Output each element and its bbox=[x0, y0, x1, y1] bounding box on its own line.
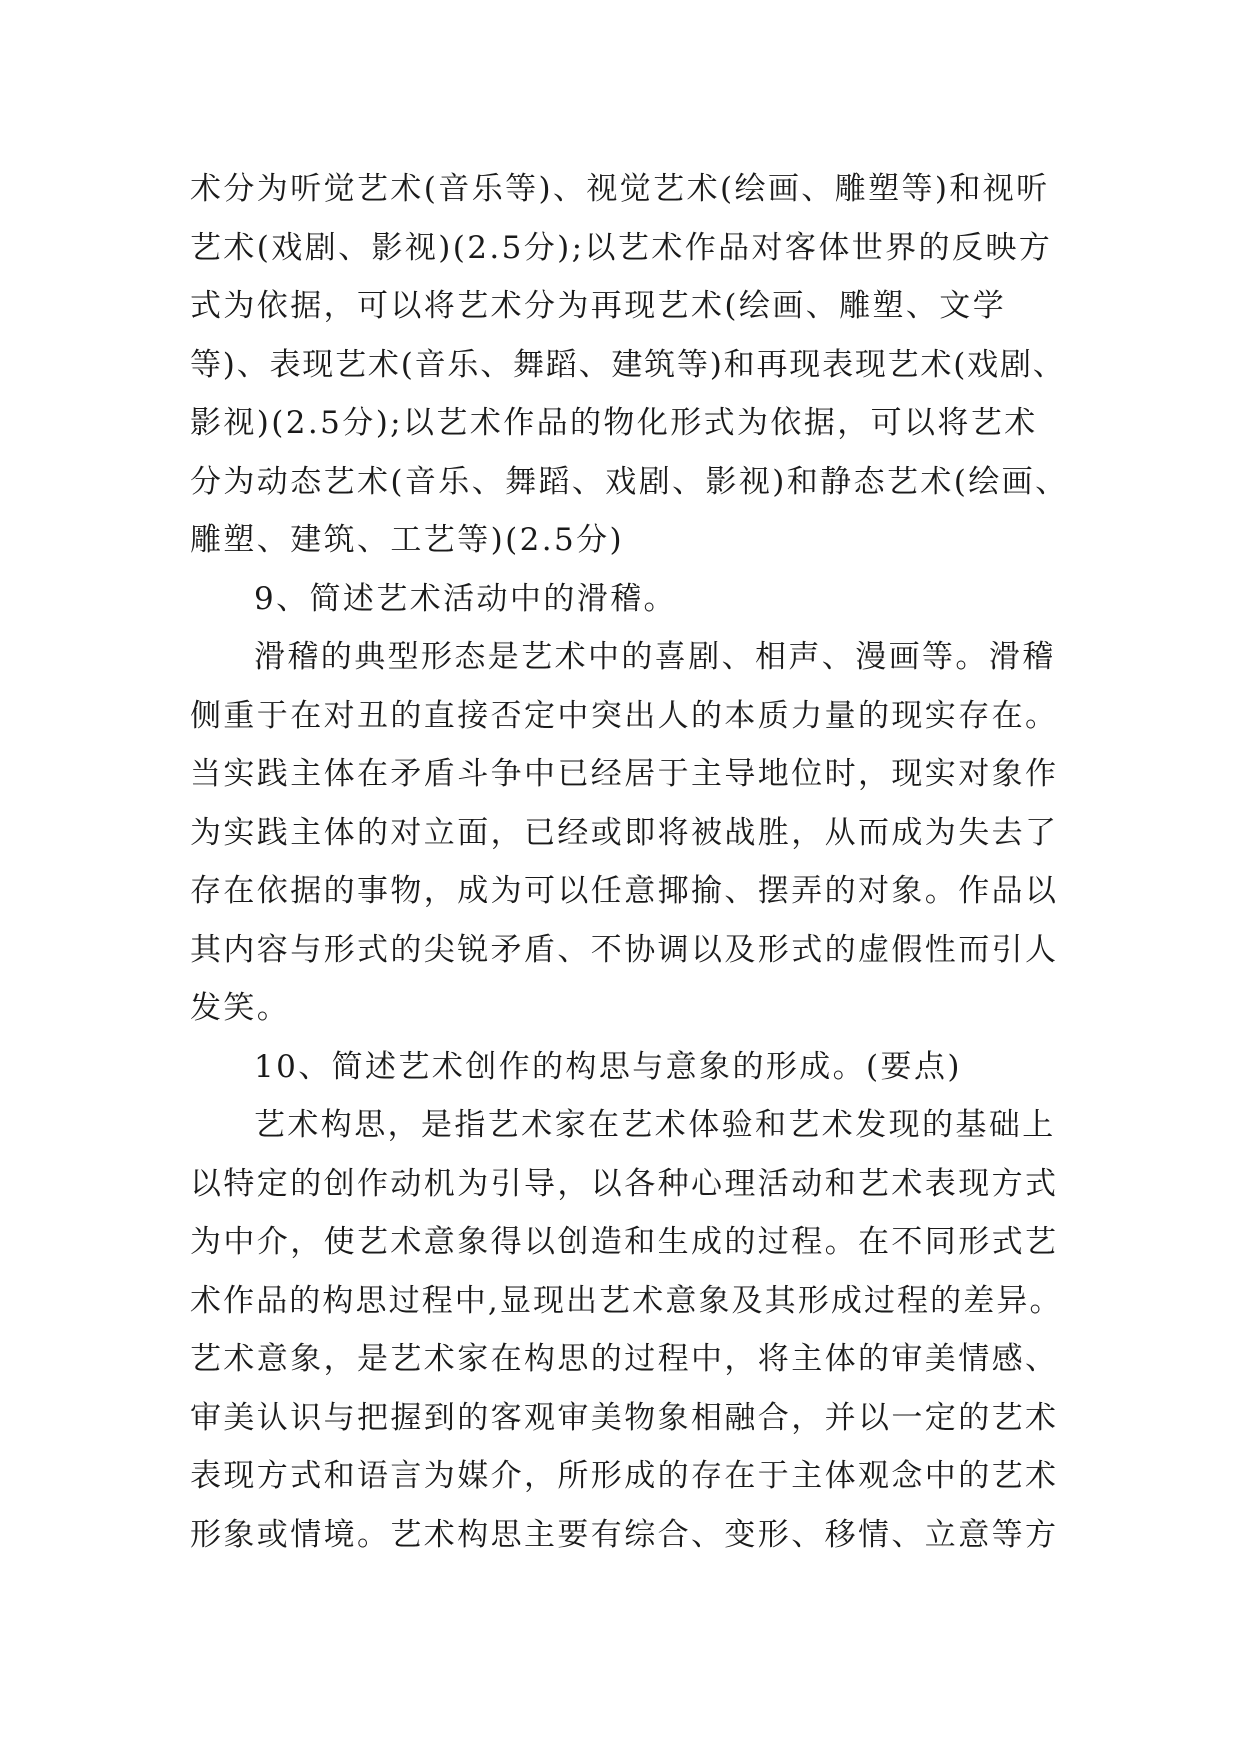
text-line: 为实践主体的对立面，已经或即将被战胜，从而成为失去了 bbox=[190, 814, 1059, 851]
text-line: 侧重于在对丑的直接否定中突出人的本质力量的现实存在。 bbox=[190, 697, 1059, 734]
text-line: 为中介，使艺术意象得以创造和生成的过程。在不同形式艺 bbox=[190, 1224, 1059, 1260]
question-heading: 9、简述艺术活动中的滑稽。 bbox=[254, 580, 677, 617]
text-line: 当实践主体在矛盾斗争中已经居于主导地位时，现实对象作 bbox=[190, 756, 1059, 792]
question-heading: 10、简述艺术创作的构思与意象的形成。(要点) bbox=[254, 1048, 962, 1085]
text-line: 艺术意象，是艺术家在构思的过程中，将主体的审美情感、 bbox=[190, 1341, 1059, 1377]
text-line: 发笑。 bbox=[190, 990, 291, 1026]
text-line: 影视)(2.5分);以艺术作品的物化形式为依据，可以将艺术 bbox=[190, 405, 1038, 441]
text-line: 其内容与形式的尖锐矛盾、不协调以及形式的虚假性而引人 bbox=[190, 931, 1059, 968]
text-line: 形象或情境。艺术构思主要有综合、变形、移情、立意等方 bbox=[190, 1516, 1059, 1553]
document-body bbox=[190, 160, 1070, 1564]
text-line: 术作品的构思过程中,显现出艺术意象及其形成过程的差异。 bbox=[190, 1282, 1063, 1319]
text-line: 等)、表现艺术(音乐、舞蹈、建筑等)和再现表现艺术(戏剧、 bbox=[190, 346, 1066, 383]
text-line: 存在依据的事物，成为可以任意揶揄、摆弄的对象。作品以 bbox=[190, 873, 1059, 909]
text-line: 分为动态艺术(音乐、舞蹈、戏剧、影视)和静态艺术(绘画、 bbox=[190, 463, 1069, 500]
paragraph-first-line: 滑稽的典型形态是艺术中的喜剧、相声、漫画等。滑稽 bbox=[254, 639, 1056, 675]
text-line: 审美认识与把握到的客观审美物象相融合，并以一定的艺术 bbox=[190, 1399, 1059, 1436]
paragraph-first-line: 艺术构思，是指艺术家在艺术体验和艺术发现的基础上 bbox=[254, 1107, 1056, 1143]
text-line: 表现方式和语言为媒介，所形成的存在于主体观念中的艺术 bbox=[190, 1458, 1059, 1494]
text-line: 雕塑、建筑、工艺等)(2.5分) bbox=[190, 522, 624, 558]
text-line: 以特定的创作动机为引导，以各种心理活动和艺术表现方式 bbox=[190, 1165, 1059, 1202]
text-line: 艺术(戏剧、影视)(2.5分);以艺术作品对客体世界的反映方 bbox=[190, 229, 1053, 266]
text-line: 式为依据，可以将艺术分为再现艺术(绘画、雕塑、文学 bbox=[190, 288, 1007, 324]
text-line: 术分为听觉艺术(音乐等)、视觉艺术(绘画、雕塑等)和视听 bbox=[190, 171, 1050, 207]
